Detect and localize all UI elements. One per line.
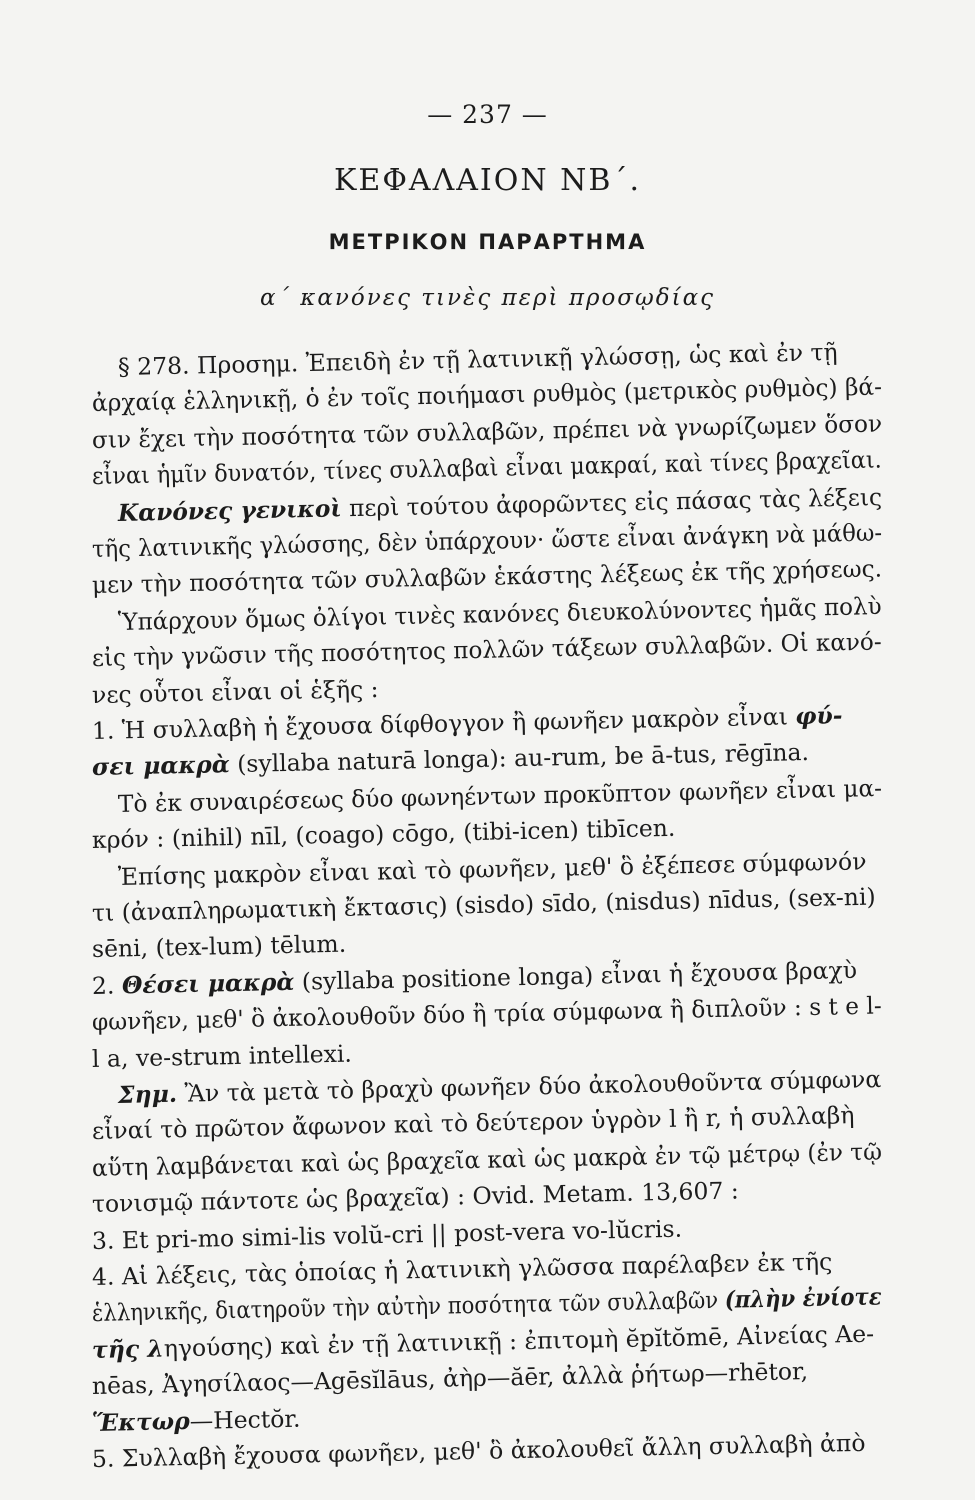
line-text: Τὸ ἐκ συναιρέσεως δύο φωνηέντων προκῦπτον φωνῆεν εἶναι μα-: [117, 773, 883, 818]
line-text: τι (ἀναπληρωματικὴ ἔκτασις) (sisdo) sīdo, (nisdus) nīdus, (sex-ni): [91, 882, 876, 927]
line-text: 3. Et pri-mo simi-lis volŭ-cri || post-vera vo-lŭcris.: [91, 1214, 683, 1255]
line-text: Ἐπίσης μακρὸν εἶναι καὶ τὸ φωνῆεν, μεθ' ὃ ἐξέπεσε σύμφωνόν: [117, 846, 867, 891]
emphasis-text: (πλὴν ἐνίοτε: [724, 1282, 882, 1315]
line-text: τονισμῷ πάντοτε ὡς βραχεῖα) : Ovid. Metam. 13,607 :: [91, 1176, 740, 1219]
line-text: Ἂν τὰ μετὰ τὸ βραχὺ φωνῆεν δύο ἀκολουθοῦντα σύμφωνα: [176, 1065, 882, 1108]
line-text: εἶναί τὸ πρῶτον ἄφωνον καὶ τὸ δεύτερον ὑγρὸν l ἢ r, ἡ συλλαβὴ: [91, 1101, 855, 1146]
emphasis-text: Θέσει μακρὰ: [121, 967, 295, 1000]
line-text: περὶ τούτου ἀφορῶντες εἰς πάσας τὰς λέξεις: [341, 482, 883, 522]
emphasis-text: Ἕκτωρ: [91, 1406, 191, 1437]
line-text: 4. Αἱ λέξεις, τὰς ὁποίας ἡ λατινικὴ γλῶσσα παρέλαβεν ἐκ τῆς: [91, 1247, 833, 1291]
emphasis-text: τῆς λ: [91, 1334, 165, 1364]
line-text: εἶναι ἡμῖν δυνατόν, τίνες συλλαβαὶ εἶναι μακραί, καὶ τίνες βραχεῖαι.: [91, 445, 882, 491]
line-text: l a, ve-strum intellexi.: [91, 1039, 353, 1073]
line-text: (syllaba naturā longa): au-rum, be ā-tus, rēgīna.: [229, 738, 810, 779]
line-text: μεν τὴν ποσότητα τῶν συλλαβῶν ἑκάστης λέξεως ἐκ τῆς χρήσεως.: [91, 554, 883, 600]
line-text: 1. Ἡ συλλαβὴ ἡ ἔχουσα δίφθογγον ἢ φωνῆεν μακρὸν εἶναι: [91, 702, 796, 745]
line-text: (syllaba positione longa) εἶναι ἡ ἔχουσα βραχὺ: [294, 955, 858, 996]
line-text: 2.: [91, 971, 123, 1000]
emphasis-text: φύ-: [794, 701, 843, 731]
line-text: κρόν : (nihil) nīl, (coago) cōgo, (tibi-icen) tibīcen.: [91, 813, 676, 855]
line-text: 5. Συλλαβὴ ἔχουσα φωνῆεν, μεθ' ὃ ἀκολουθεῖ ἄλλη συλλαβὴ ἀπὸ: [91, 1428, 866, 1473]
line-text: σιν ἔχει τὴν ποσότητα τῶν συλλαβῶν, πρέπει νὰ γνωρίζωμεν ὅσον: [91, 409, 883, 454]
section-title: ΜΕΤΡΙΚΟΝ ΠΑΡΑΡΤΗΜΑ: [328, 230, 647, 254]
line-text: nēas, Ἀγησίλαος—Agēsĭlāus, ἀὴρ—ăēr, ἀλλὰ ῥήτωρ—rhētor,: [91, 1357, 809, 1401]
emphasis-text: Σημ.: [117, 1079, 178, 1109]
line-text: ηγούσης) καὶ ἐν τῇ λατινικῇ : ἐπιτομὴ ĕpĭtŏmē, Αἰνείας Ae-: [163, 1319, 875, 1363]
line-text: ἀρχαίᾳ ἑλληνικῇ, ὁ ἐν τοῖς ποιήμασι ρυθμὸς (μετρικὸς ρυθμὸς) βά-: [91, 372, 883, 418]
line-text: sēni, (tex-lum) tēlum.: [91, 930, 347, 964]
line-text: αὕτη λαμβάνεται καὶ ὡς βραχεῖα καὶ ὡς μακρὰ ἐν τῷ μέτρῳ (ἐν τῷ: [91, 1137, 883, 1182]
line-text: εἰς τὴν γνῶσιν τῆς ποσότητος πολλῶν τάξεων συλλαβῶν. Οἱ κανό-: [91, 627, 882, 673]
line-text: § 278. Προσημ. Ἐπειδὴ ἐν τῇ λατινικῇ γλώσσῃ, ὡς καὶ ἐν τῇ: [117, 337, 838, 381]
line-text: νες οὗτοι εἶναι οἱ ἑξῆς :: [91, 674, 379, 709]
line-text: φωνῆεν, μεθ' ὃ ἀκολουθοῦν δύο ἢ τρία σύμφωνα ἢ διπλοῦν : s t e l-: [91, 991, 882, 1037]
line-text: Ὑπάρχουν ὅμως ὀλίγοι τινὲς κανόνες διευκολύνοντες ἡμᾶς πολὺ: [117, 591, 882, 636]
line-text: τῆς λατινικῆς γλώσσης, δὲν ὑπάρχουν· ὥστε εἶναι ἀνάγκη νὰ μάθω-: [91, 518, 883, 563]
line-text: ἑλληνικῆς, διατηροῦν τὴν αὐτὴν ποσότητα τῶν συλλαβῶν: [91, 1286, 726, 1328]
emphasis-text: Κανόνες γενικοὶ: [117, 493, 342, 527]
chapter-heading: ΚΕΦΑΛΑΙΟΝ ΝΒ΄.: [334, 163, 641, 198]
line-text: —Hectŏr.: [189, 1404, 301, 1435]
subsection-title: α΄ κανόνες τινὲς περὶ προσῳδίας: [259, 285, 716, 311]
page-number: — 237 —: [427, 100, 548, 129]
emphasis-text: σει μακρὰ: [91, 750, 231, 782]
